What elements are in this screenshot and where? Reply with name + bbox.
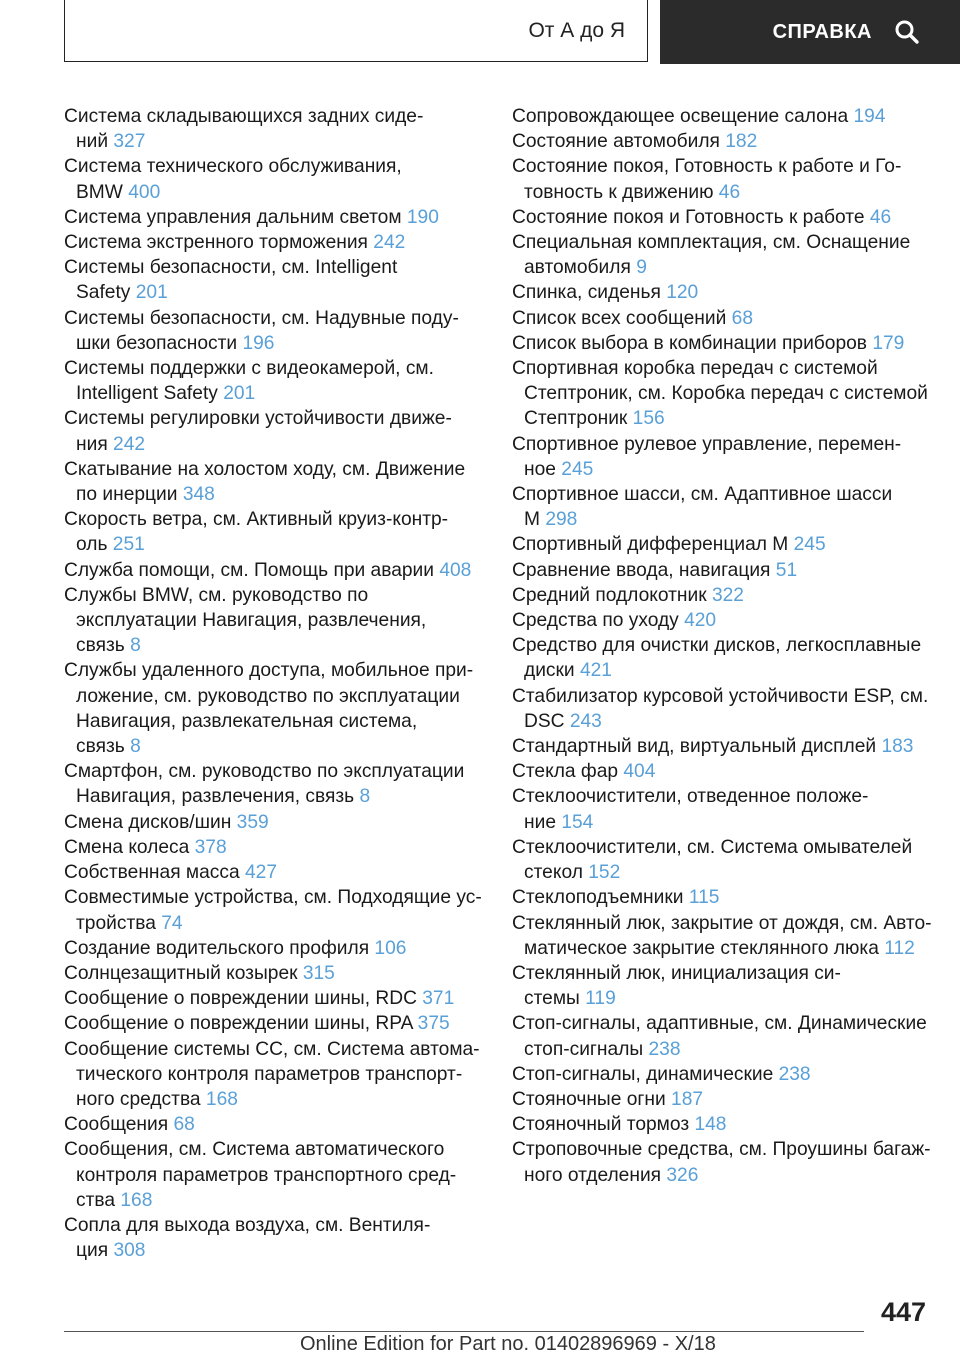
tab-a-to-z[interactable] [64,0,648,62]
footer-divider [64,1331,864,1332]
index-entry: Системы поддержки с видеокамерой, см. Intelligent Safety 201 [64,358,434,405]
index-entry: Сопла для выхода воздуха, см. Вентиля- ция 308 [64,1214,431,1262]
index-entry: Собственная масса 427 [64,862,277,884]
page-link[interactable]: 201 [135,282,168,304]
page-link[interactable]: 46 [869,206,892,228]
index-entry: Совместимые устройства, см. Подходящие ус- тройства 74 [64,887,482,934]
page-link[interactable]: 148 [694,1114,727,1136]
index-entry: Солнцезащитный козырек 315 [64,962,335,984]
page-link[interactable]: 119 [585,988,616,1010]
page-link[interactable]: 371 [422,988,455,1010]
index-entry: Сообщение системы CC, см. Система автома- тического контроля параметров транспорт- ного средства 168 [64,1038,480,1110]
page-link[interactable]: 187 [671,1088,704,1110]
index-entry: Системы регулировки устойчивости движе- ния 242 [64,408,452,455]
index-entry: Спортивная коробка передач с системой Стептроник, см. Коробка передач с системой Стептроник 156 [512,358,928,430]
index-entry: Стеклянный люк, инициализация си- стемы 119 [512,962,841,1010]
index-entry: Скорость ветра, см. Активный круиз-контр- оль 251 [64,509,449,556]
index-entry: Стеклоочистители, см. Система омывателей стекол 152 [512,836,913,884]
index-entry: Сопровождающее освещение салона 194 [512,106,886,127]
index-entry: Спортивное рулевое управление, перемен- ное 245 [512,433,902,480]
index-column-right [512,104,932,1188]
page-link[interactable]: 8 [359,786,371,808]
header-bar [64,0,960,64]
page-link[interactable]: 251 [112,534,145,556]
search-icon[interactable] [894,19,920,45]
index-entry: Состояние автомобиля 182 [512,131,758,153]
page-link[interactable]: 183 [881,736,914,758]
tab-help-label: СПРАВКА [772,20,872,43]
page-link[interactable]: 238 [648,1038,681,1060]
page-link[interactable]: 359 [236,811,269,833]
page-link[interactable]: 238 [778,1063,811,1085]
index-entry: Сообщения, см. Система автоматического контроля параметров транспортного сред- ства 168 [64,1139,457,1211]
page-link[interactable]: 245 [561,458,594,480]
page-link[interactable]: 421 [579,660,612,682]
page-link[interactable]: 348 [182,484,215,506]
footer-edition: Online Edition for Part no. 01402896969 - X/18 [300,1333,716,1355]
index-entry: Спинка, сиденья 120 [512,282,699,304]
page-link[interactable]: 156 [632,408,665,430]
index-entry: Состояние покоя, Готовность к работе и Го- товность к движению 46 [512,156,902,203]
page-link[interactable]: 375 [417,1013,450,1035]
index-entry: Службы BMW, см. руководство по эксплуатации Навигация, развлечения, связь 8 [64,584,427,657]
page-link[interactable]: 179 [872,332,905,354]
index-entry: Стеклянный люк, закрытие от дождя, см. Авто- матическое закрытие стеклянного люка 112 [512,912,932,959]
index-entry: Состояние покоя и Готовность к работе 46 [512,206,892,228]
page-link[interactable]: 242 [373,232,406,254]
index-entry: Смартфон, см. руководство по эксплуатации Навигация, развлечения, связь 8 [64,761,465,808]
index-entry: Сравнение ввода, навигация 51 [512,559,798,581]
page-link[interactable]: 201 [223,383,256,405]
tab-a-to-z-label: От А до Я [528,18,625,42]
index-entry: Системы безопасности, см. Intelligent Safety 201 [64,257,398,304]
page-link[interactable]: 152 [588,862,621,884]
page-link[interactable]: 112 [884,937,915,959]
page-link[interactable]: 326 [666,1164,699,1186]
index-entry: Система управления дальним светом 190 [64,206,439,228]
index-entry: Список всех сообщений 68 [512,307,754,329]
index-entry: Служба помощи, см. Помощь при аварии 408 [64,559,472,581]
page-link[interactable]: 194 [853,106,886,127]
page-link[interactable]: 46 [718,181,741,203]
index-entry: Создание водительского профиля 106 [64,937,407,959]
page-link[interactable]: 427 [244,862,277,884]
page-link[interactable]: 315 [302,962,335,984]
index-entry: Спортивное шасси, см. Адаптивное шасси M 298 [512,484,893,531]
page-link[interactable]: 400 [128,181,161,203]
index-entry: Средства по уходу 420 [512,610,717,632]
page-link[interactable]: 327 [113,131,146,153]
index-entry: Список выбора в комбинации приборов 179 [512,332,905,354]
tab-help[interactable] [660,0,960,64]
page-link[interactable]: 68 [173,1114,195,1136]
page-link[interactable]: 115 [688,887,720,909]
index-entry: Система экстренного торможения 242 [64,232,406,254]
page-link[interactable]: 420 [684,610,717,632]
page-link[interactable]: 190 [406,206,439,228]
page-link[interactable]: 298 [545,509,578,531]
index-entry: Стояночный тормоз 148 [512,1114,727,1136]
index-entry: Стабилизатор курсовой устойчивости ESP, см. DSC 243 [512,685,929,732]
index-entry: Стеклоподъемники 115 [512,887,720,909]
index-entry: Сообщение о повреждении шины, RPA 375 [64,1013,450,1035]
index-entry: Специальная комплектация, см. Оснащение автомобиля 9 [512,232,911,279]
index-entry: Системы безопасности, см. Надувные поду- шки безопасности 196 [64,307,459,354]
index-entry: Стоп-сигналы, адаптивные, см. Динамические стоп-сигналы 238 [512,1013,927,1060]
page-link[interactable]: 196 [242,332,275,354]
page-link[interactable]: 120 [666,282,699,304]
index-entry: Службы удаленного доступа, мобильное при- ложение, см. руководство по эксплуатации Навигация, развлекательная система, связь 8 [64,660,474,758]
page-link[interactable]: 51 [775,559,798,581]
index-column-left [64,104,484,1263]
page-link[interactable]: 8 [130,635,141,657]
index-entry: Система технического обслуживания, BMW 400 [64,156,402,203]
page-link[interactable]: 74 [161,912,183,934]
page-number: 447 [880,1297,926,1327]
index-entry: Система складывающихся задних сиде- ний 327 [64,106,424,153]
page-link[interactable]: 408 [439,559,472,581]
page-link[interactable]: 168 [120,1189,153,1211]
index-entry: Сообщения 68 [64,1114,195,1136]
index-entry: Стояночные огни 187 [512,1088,704,1110]
page-link[interactable]: 154 [561,811,594,833]
page-link[interactable]: 322 [711,584,744,606]
index-entry: Стандартный вид, виртуальный дисплей 183 [512,736,914,758]
index-entry: Скатывание на холостом ходу, см. Движение по инерции 348 [64,458,466,506]
page-link[interactable]: 106 [374,937,407,959]
index-entry: Средний подлокотник 322 [512,584,744,606]
index-entry: Стекла фар 404 [512,761,656,783]
index-entry: Спортивный дифференциал M 245 [512,534,826,556]
index-entry: Средство для очистки дисков, легкосплавные диски 421 [512,635,922,682]
page-link[interactable]: 9 [636,257,647,279]
page-link[interactable]: 404 [623,761,656,783]
page-link[interactable]: 68 [731,307,754,329]
page-link[interactable]: 182 [725,131,758,153]
index-entry: Смена дисков/шин 359 [64,811,269,833]
index-entry: Стоп-сигналы, динамические 238 [512,1063,811,1085]
page-link[interactable]: 168 [205,1088,238,1110]
page-link[interactable]: 8 [130,736,141,758]
page-link[interactable]: 243 [569,710,602,732]
page-link[interactable]: 308 [113,1240,146,1262]
page-link[interactable]: 245 [793,534,826,556]
page-link[interactable]: 242 [113,433,146,455]
page-link[interactable]: 378 [194,836,227,858]
index-entry: Смена колеса 378 [64,836,227,858]
index-entry: Сообщение о повреждении шины, RDC 371 [64,988,455,1010]
index-entry: Стеклоочистители, отведенное положе- ние 154 [512,786,869,833]
index-entry: Строповочные средства, см. Проушины багаж- ного отделения 326 [512,1139,931,1186]
